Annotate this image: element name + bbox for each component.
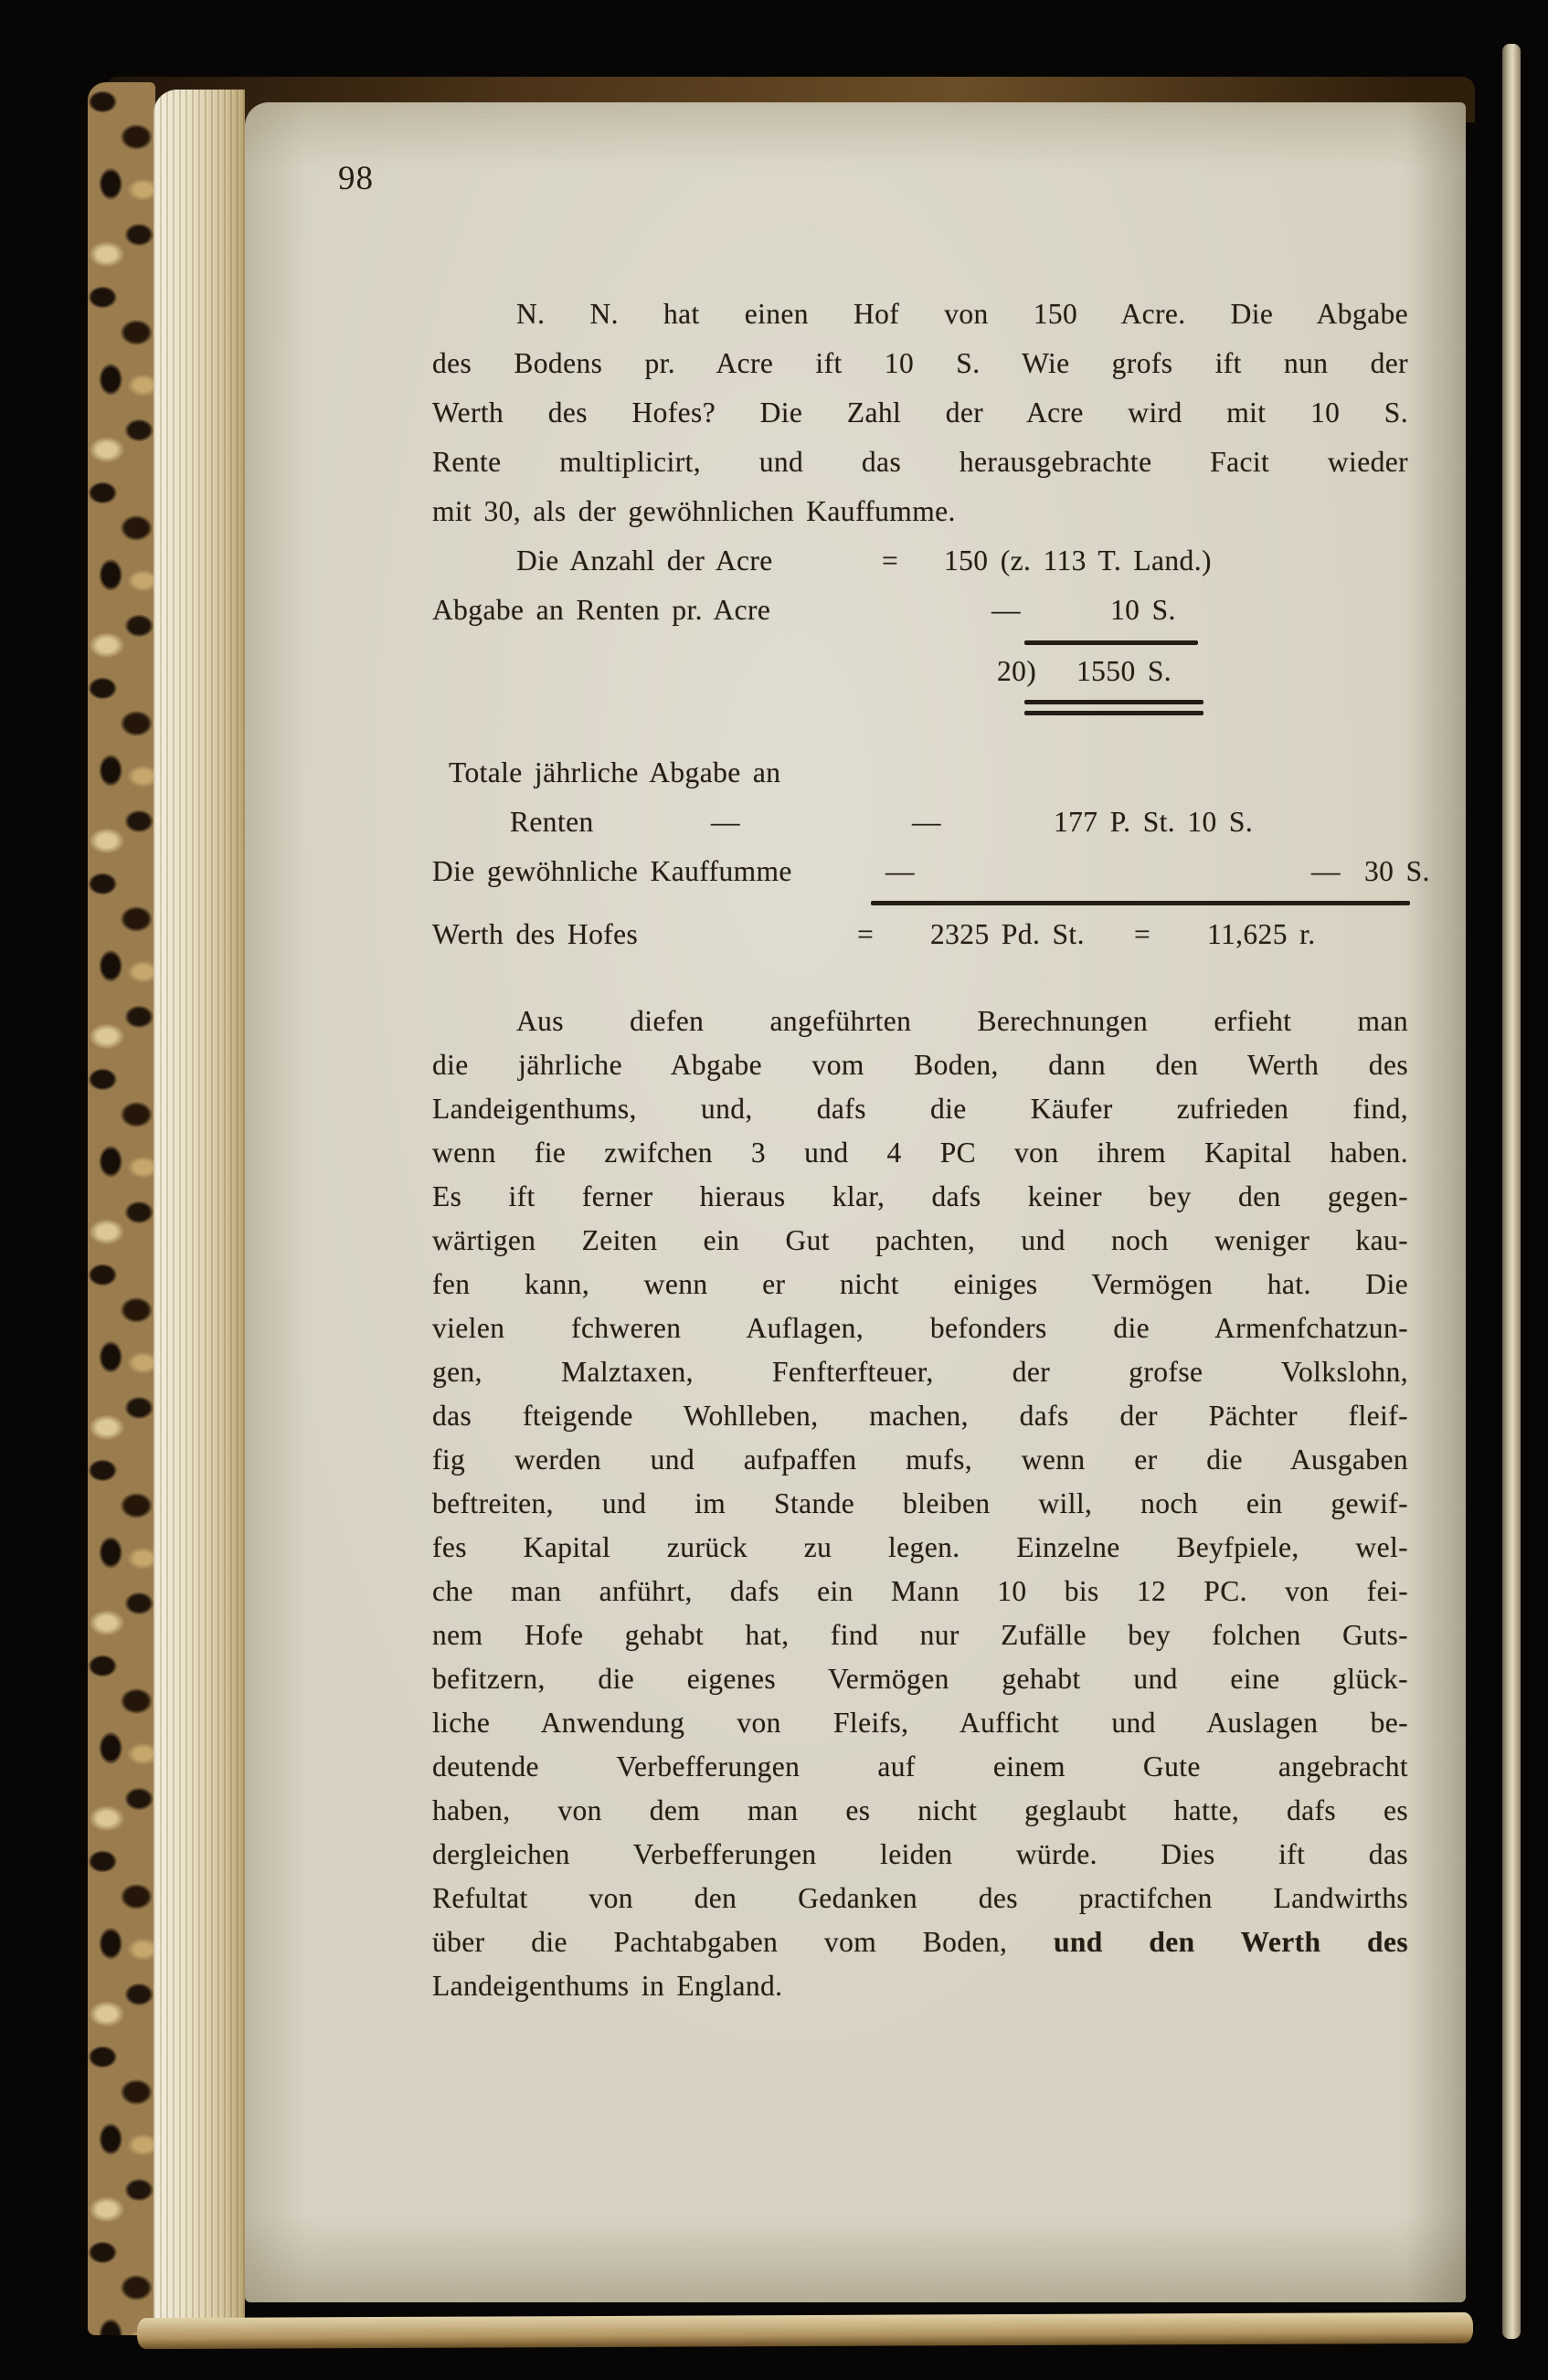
werth-label: Werth des Hofes xyxy=(432,918,639,950)
equals-sign: = xyxy=(857,918,875,950)
text-line: dergleichen Verbefferungen leiden würde. Dies ift das xyxy=(432,1838,1408,1870)
text-line: die jährliche Abgabe vom Boden, dann den Werth des xyxy=(432,1049,1408,1081)
text-line: Rente multiplicirt, und das herausgebrachte Facit wieder xyxy=(432,446,1408,478)
summary-block xyxy=(432,748,1430,959)
division-rule xyxy=(1024,640,1198,645)
calc-acres-label: Die Anzahl der Acre xyxy=(516,545,773,576)
text-line: Landeigenthums in England. xyxy=(432,1970,783,2002)
dash: — xyxy=(912,806,941,838)
dash: — xyxy=(1311,855,1341,887)
paragraph xyxy=(432,1000,1408,2008)
text-line: vielen fchweren Auflagen, befonders die Armenfchatzun- xyxy=(432,1312,1408,1344)
text-line: fen kann, wenn er nicht einiges Vermögen hat. Die xyxy=(432,1268,1408,1300)
dash: — xyxy=(991,594,1021,626)
equals-sign: = xyxy=(1134,918,1151,950)
text-line: mit 30, als der gewöhnlichen Kauffumme. xyxy=(432,495,956,527)
summary-renten-row xyxy=(432,798,1408,847)
text-line: Landeigenthums, und, dafs die Käufer zufrieden find, xyxy=(432,1093,1408,1125)
text-line: deutende Verbefferungen auf einem Gute angebracht xyxy=(432,1751,1408,1782)
werth-taler-value: 11,625 r. xyxy=(1207,918,1316,950)
summary-werth-row xyxy=(432,910,1408,959)
renten-value: 177 P. St. 10 S. xyxy=(1054,806,1254,838)
book-page xyxy=(245,102,1466,2302)
facing-page-edge xyxy=(1502,44,1521,2339)
text-line: Refultat von den Gedanken des practifchen Landwirths xyxy=(432,1882,1408,1914)
text-line xyxy=(432,1920,1408,1964)
text-line: fes Kapital zurück zu legen. Einzelne Beyfpiele, wel- xyxy=(432,1531,1408,1563)
renten-label: Renten xyxy=(510,806,594,838)
text-line: befitzern, die eigenes Vermögen gehabt und eine glück- xyxy=(432,1663,1408,1695)
text-line: haben, von dem man es nicht geglaubt hatte, dafs es xyxy=(432,1794,1408,1826)
text-line: nem Hofe gehabt hat, find nur Zufälle bey folchen Guts- xyxy=(432,1619,1408,1651)
marbled-cover-edge xyxy=(88,82,155,2335)
page-block-fore-edge xyxy=(154,90,245,2324)
text-segment: über die Pachtabgaben vom Boden, xyxy=(432,1926,1008,1958)
text-line: beftreiten, und im Stande bleiben will, noch ein gewif- xyxy=(432,1487,1408,1519)
text-line: Aus diefen angeführten Berechnungen erfieht man xyxy=(516,1005,1408,1037)
summary-rule xyxy=(871,901,1410,905)
page-text xyxy=(432,290,1430,2008)
text-line: fig werden und aufpaffen mufs, wenn er die Ausgaben xyxy=(432,1444,1408,1476)
dash: — xyxy=(885,855,915,887)
text-line: Werth des Hofes? Die Zahl der Acre wird mit 10 S. xyxy=(432,397,1408,428)
werth-pound-value: 2325 Pd. St. xyxy=(930,918,1085,950)
text-line: N. N. hat einen Hof von 150 Acre. Die Abgabe xyxy=(516,298,1408,330)
summary-kaufsumme-row xyxy=(432,847,1430,896)
text-line: che man anführt, dafs ein Mann 10 bis 12 PC. von fei- xyxy=(432,1575,1408,1607)
kaufsumme-label: Die gewöhnliche Kauffumme xyxy=(432,855,792,887)
book-bottom-edge xyxy=(137,2312,1473,2349)
divisor: 20) xyxy=(997,655,1037,687)
kaufsumme-value: 30 S. xyxy=(1364,855,1430,887)
text-line: des Bodens pr. Acre ift 10 S. Wie grofs ift nun der xyxy=(432,347,1408,379)
calc-rent-value: 10 S. xyxy=(1110,594,1176,626)
calc-acres-value: 150 (z. 113 T. Land.) xyxy=(944,545,1212,576)
calc-row-division xyxy=(432,647,1408,696)
bold-text-segment: und den Werth des xyxy=(1053,1926,1408,1958)
calc-rent-label: Abgabe an Renten pr. Acre xyxy=(432,594,771,626)
calc-row-rent xyxy=(432,586,1408,635)
text-line: wärtigen Zeiten ein Gut pachten, und noch weniger kau- xyxy=(432,1224,1408,1256)
division-result: 1550 S. xyxy=(1076,655,1172,687)
double-rule-bottom xyxy=(1024,711,1203,715)
calc-row-acres xyxy=(432,536,1408,586)
summary-total-label: Totale jährliche Abgabe an xyxy=(449,756,781,788)
page-number: 98 xyxy=(338,160,374,197)
text-line: Es ift ferner hieraus klar, dafs keiner bey den gegen- xyxy=(432,1180,1408,1212)
equals-sign: = xyxy=(882,545,899,576)
text-line: liche Anwendung von Fleifs, Aufficht und Auslagen be- xyxy=(432,1707,1408,1739)
text-line: gen, Malztaxen, Fenfterfteuer, der grofse Volkslohn, xyxy=(432,1356,1408,1388)
double-rule-top xyxy=(1024,700,1203,704)
text-line: das fteigende Wohlleben, machen, dafs der Pächter fleif- xyxy=(432,1400,1408,1432)
dash: — xyxy=(711,806,740,838)
text-line: wenn fie zwifchen 3 und 4 PC von ihrem Kapital haben. xyxy=(432,1137,1408,1169)
summary-total-line xyxy=(432,748,1408,798)
